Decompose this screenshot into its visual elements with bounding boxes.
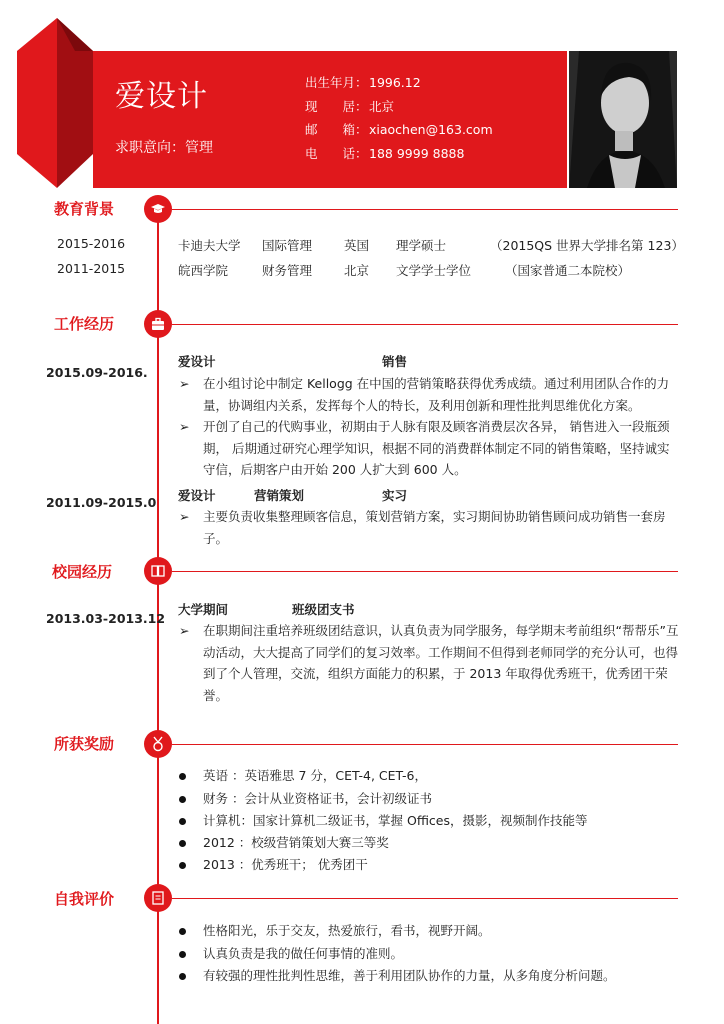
info-email: 邮 箱：xiaochen@163.com	[305, 122, 493, 137]
award-item-5: 2013 ：优秀班干； 优秀团干	[203, 854, 681, 877]
award-item-2: 财务 ：会计从业资格证书，会计初级证书	[203, 788, 681, 811]
work-item-2-1: ➢ 主要负责收集整理顾客信息，策划营销方案，实习期间协助销售顾问成功销售一套房子。	[203, 506, 681, 549]
ribbon-decoration	[17, 18, 93, 188]
info-residence: 现 居：北京	[305, 98, 395, 114]
arrow-bullet-icon: ➢	[179, 419, 190, 434]
edu-place-2: 北京	[344, 263, 370, 278]
section-rule	[172, 744, 678, 745]
edu-school-1: 卡迪夫大学	[178, 238, 241, 253]
campus-period: 大学期间	[178, 602, 229, 617]
edu-school-2: 皖西学院	[178, 263, 229, 278]
info-birth: 出生年月：1996.12	[305, 75, 421, 90]
section-title-campus: 校园经历	[52, 563, 113, 581]
campus-date: 2013.03-2013.12	[46, 611, 166, 626]
notebook-icon	[144, 884, 172, 912]
book-icon	[144, 557, 172, 585]
contact-info	[305, 71, 493, 165]
campus-role: 班级团支书	[292, 602, 355, 617]
arrow-bullet-icon: ➢	[179, 509, 190, 524]
edu-degree-2: 文学学士学位	[396, 263, 472, 278]
edu-note-1: （2015QS 世界大学排名第 123）	[490, 238, 684, 253]
work-item-1-1: ➢ 在小组讨论中制定 Kellogg 在中国的营销策略获得优秀成绩。通过利用团队合作的力量，协调组内关系，发挥每个人的特长，及利用创新和理性批判思维优化方案。	[203, 373, 681, 416]
section-title-work: 工作经历	[54, 315, 115, 333]
edu-note-2: （国家普通二本院校）	[505, 263, 631, 278]
work-company-2: 爱设计	[178, 488, 216, 503]
self-item-1: 性格阳光，乐于交友，热爱旅行，看书，视野开阔。	[203, 920, 681, 943]
section-rule	[172, 571, 678, 572]
edu-place-1: 英国	[344, 238, 370, 253]
briefcase-icon	[144, 310, 172, 338]
section-title-self: 自我评价	[54, 890, 115, 908]
info-phone: 电 话：188 9999 8888	[305, 145, 465, 161]
section-rule	[172, 209, 678, 210]
work-company-1: 爱设计	[178, 354, 216, 369]
job-intent: 求职意向：管理	[115, 140, 213, 156]
edu-date-2: 2011-2015	[57, 261, 126, 276]
edu-date-1: 2015-2016	[57, 236, 126, 251]
work-role-1: 销售	[382, 354, 408, 369]
section-rule	[172, 898, 678, 899]
section-rule	[172, 324, 678, 325]
edu-major-2: 财务管理	[262, 263, 313, 278]
candidate-name: 爱设计	[115, 79, 208, 114]
section-title-awards: 所获奖励	[54, 735, 115, 753]
self-item-2: 认真负责是我的做任何事情的准则。	[203, 943, 681, 966]
edu-major-1: 国际管理	[262, 238, 313, 253]
work-role-2: 实习	[382, 488, 408, 503]
work-date-2: 2011.09-2015.0	[46, 495, 157, 510]
edu-degree-1: 理学硕士	[396, 238, 447, 253]
graduation-cap-icon	[144, 195, 172, 223]
section-title-education: 教育背景	[54, 200, 115, 218]
work-date-1: 2015.09-2016.	[46, 365, 148, 380]
work-item-1-2: ➢ 开创了自己的代购事业，初期由于人脉有限及顾客消费层次各异， 销售进入一段瓶颈期， 后期通过研究心理学知识，根据不同的消费群体制定不同的销售策略，坚持诚实守信，后期客户由开始 200 人扩大到 600 人。	[203, 416, 681, 481]
campus-text: ➢ 在职期间注重培养班级团结意识，认真负责为同学服务，每学期末考前组织“帮帮乐”互动活动，大大提高了同学们的复习效率。工作期间不但得到老师同学的充分认可，也得到了个人管理，交流，组织方面能力的积累，于 2013 年取得优秀班干，优秀团干荣誉。	[203, 620, 681, 706]
profile-photo	[569, 51, 677, 188]
award-item-3: 计算机：国家计算机二级证书，掌握 Offices，摄影，视频制作技能等	[203, 810, 681, 833]
arrow-bullet-icon: ➢	[179, 623, 190, 638]
work-dept-2: 营销策划	[254, 488, 305, 503]
arrow-bullet-icon: ➢	[179, 376, 190, 391]
award-item-4: 2012 ：校级营销策划大赛三等奖	[203, 832, 681, 855]
self-item-3: 有较强的理性批判性思维，善于利用团队协作的力量，从多角度分析问题。	[203, 965, 681, 988]
award-item-1: 英语 ：英语雅思 7 分，CET-4, CET-6，	[203, 765, 681, 788]
medal-icon	[144, 730, 172, 758]
header-banner	[93, 51, 567, 188]
